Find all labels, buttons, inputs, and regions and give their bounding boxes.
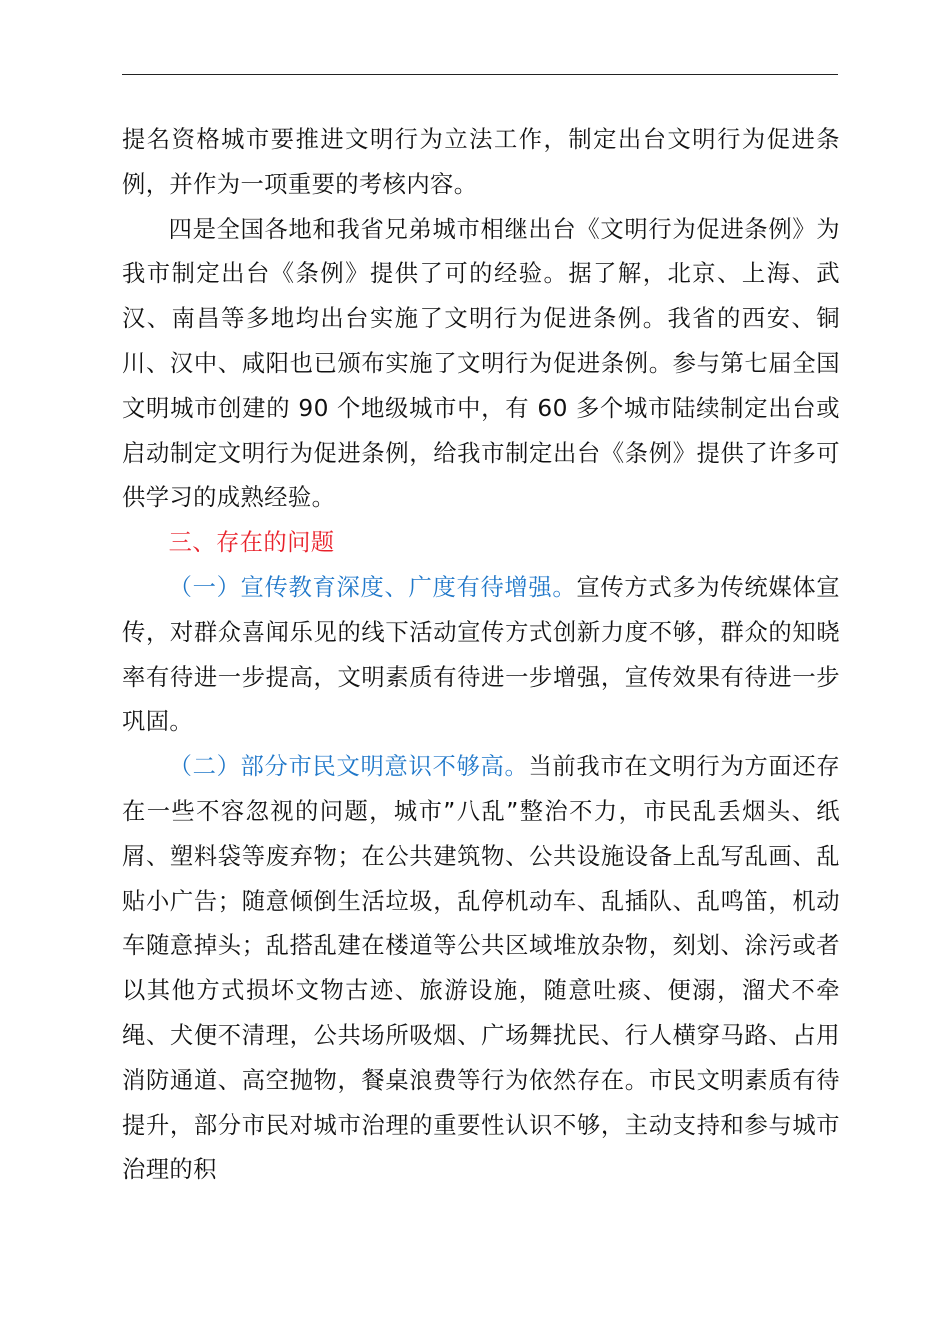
document-body — [122, 118, 840, 1193]
header-rule — [122, 74, 838, 75]
paragraph-2 — [122, 208, 840, 522]
paragraph-1-text: 提名资格城市要推进文明行为立法工作，制定出台文明行为促进条例，并作为一项重要的考核内容。 — [122, 126, 840, 198]
paragraph-4 — [122, 745, 840, 1193]
section-heading-text: 三、存在的问题 — [168, 529, 335, 557]
paragraph-3 — [122, 566, 840, 745]
paragraph-2-text: 四是全国各地和我省兄弟城市相继出台《文明行为促进条例》为我市制定出台《条例》提供了可的经验。据了解，北京、上海、武汉、南昌等多地均出台实施了文明行为促进条例。我省的西安、铜川、汉中、咸阳也已颁布实施了文明行为促进条例。参与第七届全国文明城市创建的 90 个地级城市中，有 60 多个城市陆续制定出台或启动制定文明行为促进条例，给我市制定出台《条例》提供了许多可供学习的成熟经验。 — [122, 215, 840, 512]
section-heading — [122, 521, 840, 566]
paragraph-1 — [122, 118, 840, 208]
subheading-1: （一）宣传教育深度、广度有待增强。 — [168, 573, 577, 601]
paragraph-3-text: 宣传方式多为传统媒体宣传，对群众喜闻乐见的线下活动宣传方式创新力度不够，群众的知晓率有待进一步提高，文明素质有待进一步增强，宣传效果有待进一步巩固。 — [122, 573, 840, 736]
paragraph-4-text: 当前我市在文明行为方面还存在一些不容忽视的问题，城市”八乱”整治不力，市民乱丢烟头、纸屑、塑料袋等废弃物；在公共建筑物、公共设施设备上乱写乱画、乱贴小广告；随意倾倒生活垃圾，乱停机动车、乱插队、乱鸣笛，机动车随意掉头；乱搭乱建在楼道等公共区域堆放杂物，刻划、涂污或者以其他方式损坏文物古迹、旅游设施，随意吐痰、便溺，溜犬不牵绳、犬便不清理，公共场所吸烟、广场舞扰民、行人横穿马路、占用消防通道、高空抛物，餐桌浪费等行为依然存在。市民文明素质有待提升，部分市民对城市治理的重要性认识不够，主动支持和参与城市治理的积 — [122, 753, 841, 1184]
subheading-2: （二）部分市民文明意识不够高。 — [168, 753, 529, 781]
